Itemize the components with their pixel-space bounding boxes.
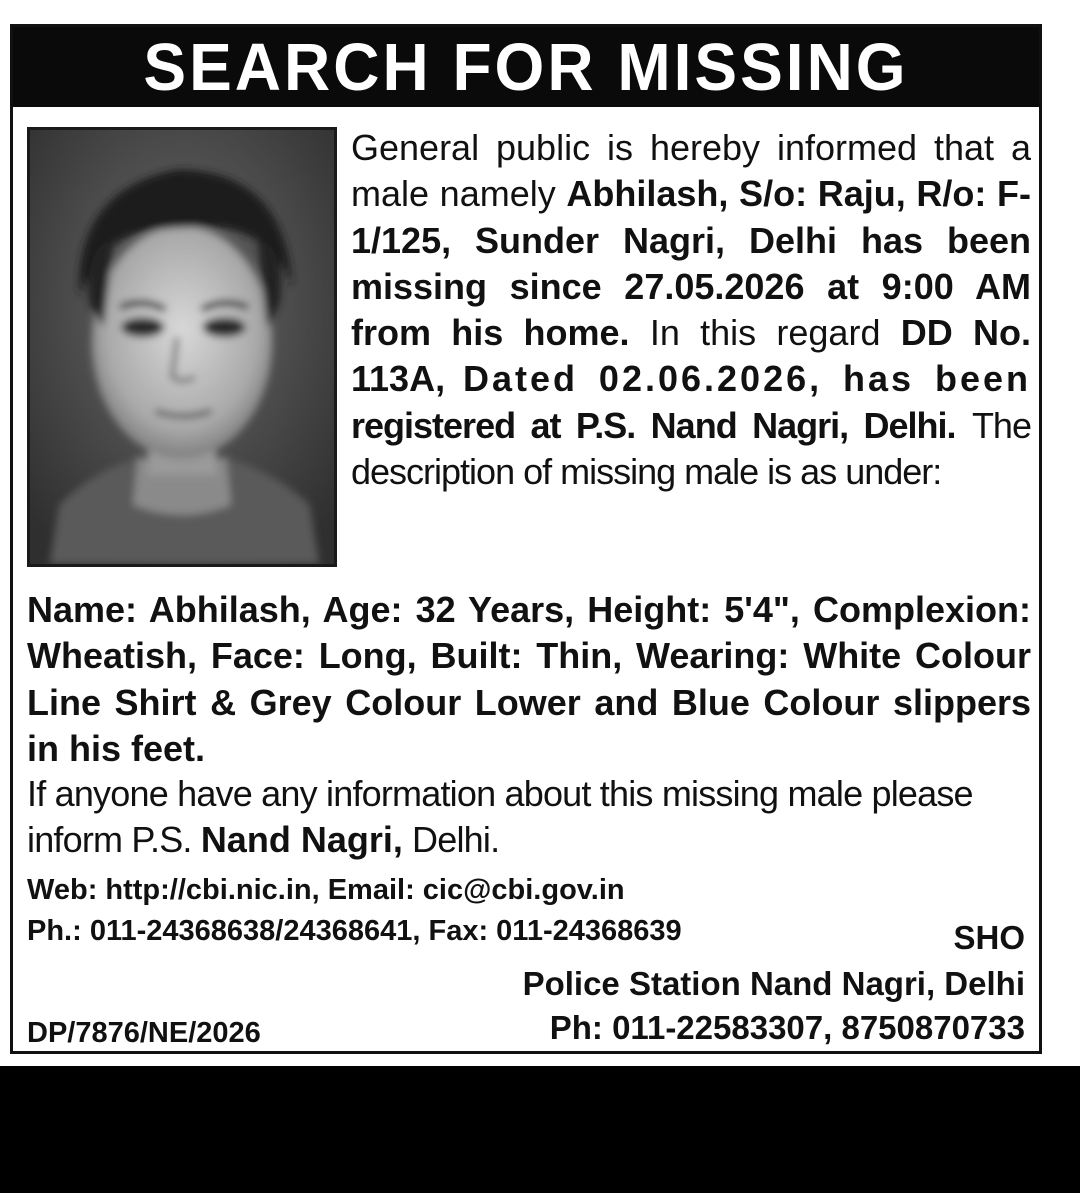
registered-at: registered at P.S. Nand Nagri, Delhi.: [351, 404, 956, 446]
intro-paragraph: [351, 125, 1031, 495]
missing-notice: [10, 24, 1042, 1054]
description-text: Name: Abhilash, Age: 32 Years, Height: 5'4", Complexion: Wheatish, Face: Long, Built: Thin, Wearing: White Colour Line Shirt & Grey Colour Lower and Blue Colour slippers in his feet.: [27, 589, 1031, 769]
bottom-black-bar: [0, 1066, 1080, 1193]
signatory-phone: Ph: 011-22583307, 8750870733: [549, 1009, 1025, 1046]
notice-title: SEARCH FOR MISSING: [143, 29, 909, 105]
person-description: [27, 587, 1031, 772]
info-city: Delhi.: [402, 819, 500, 861]
missing-person-reference: Abhilash, S/o: Raju, R/o: F-1/125, Sunder Nagri, Delhi has been missing since 27.05.2026 at 9:00 AM from his home.: [351, 173, 1031, 354]
dd-number: DD No. 113A,: [351, 312, 1031, 400]
web-email-line: Web: http://cbi.nic.in, Email: cic@cbi.gov.in: [27, 874, 625, 906]
signatory-station: Police Station Nand Nagri, Delhi: [522, 965, 1025, 1002]
intro-regard-text: In this regard: [629, 312, 901, 354]
title-banner: [13, 27, 1039, 107]
portrait-image: [30, 130, 334, 564]
info-text: If anyone have any information about this missing male please inform P.S.: [27, 773, 973, 861]
missing-person-photo: [27, 127, 337, 567]
description-lead: The description of missing male is as under:: [351, 404, 1031, 493]
signatory-designation: SHO: [953, 919, 1025, 956]
intro-text: General public is hereby informed that a male namely: [351, 127, 1031, 215]
reference-number: DP/7876/NE/2026: [27, 1017, 261, 1049]
info-station: Nand Nagri,: [200, 819, 403, 861]
phone-fax-line: Ph.: 011-24368638/24368641, Fax: 011-24368639: [27, 915, 682, 947]
information-request: [27, 771, 1031, 864]
dd-dated: Dated 02.06.2026, has been: [463, 358, 1031, 400]
